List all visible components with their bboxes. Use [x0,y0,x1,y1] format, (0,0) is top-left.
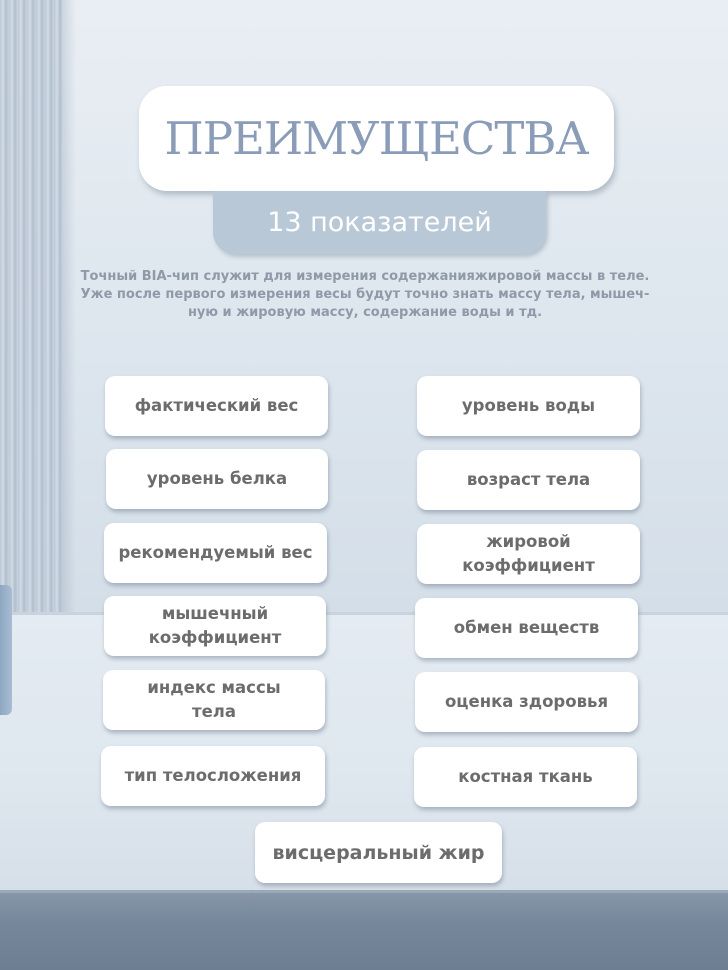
side-object [0,585,12,715]
metric-water-level: уровень воды [417,376,640,436]
subtitle: 13 показателей [267,207,492,238]
page-title: ПРЕИМУЩЕСТВА [164,112,589,165]
metric-bone-tissue: костная ткань [414,747,637,807]
metric-protein-level: уровень белка [106,449,328,509]
title-card [139,86,614,191]
metric-health-score: оценка здоровья [415,672,638,732]
metric-fat-coefficient: жировой коэффициент [417,524,640,584]
description-line: ную и жировую массу, содержание воды и тд. [187,305,543,320]
description-line: Уже после первого измерения весы будут точно знать массу тела, мышеч- [80,287,650,302]
metric-recommended-weight: рекомендуемый вес [104,523,327,583]
subtitle-card [213,191,546,254]
floor [0,893,728,970]
metric-visceral-fat: висцеральный жир [255,822,502,883]
metric-muscle-coefficient: мышечный коэффициент [104,596,326,656]
metric-body-type: тип телосложения [101,746,325,806]
metric-actual-weight: фактический вес [105,376,328,436]
description [50,268,680,322]
metric-metabolism: обмен веществ [415,598,638,658]
description-line: Точный BIA-чип служит для измерения содержанияжировой массы в теле. [80,269,650,284]
metric-body-age: возраст тела [417,450,640,510]
metric-bmi: индекс массы тела [103,670,325,730]
